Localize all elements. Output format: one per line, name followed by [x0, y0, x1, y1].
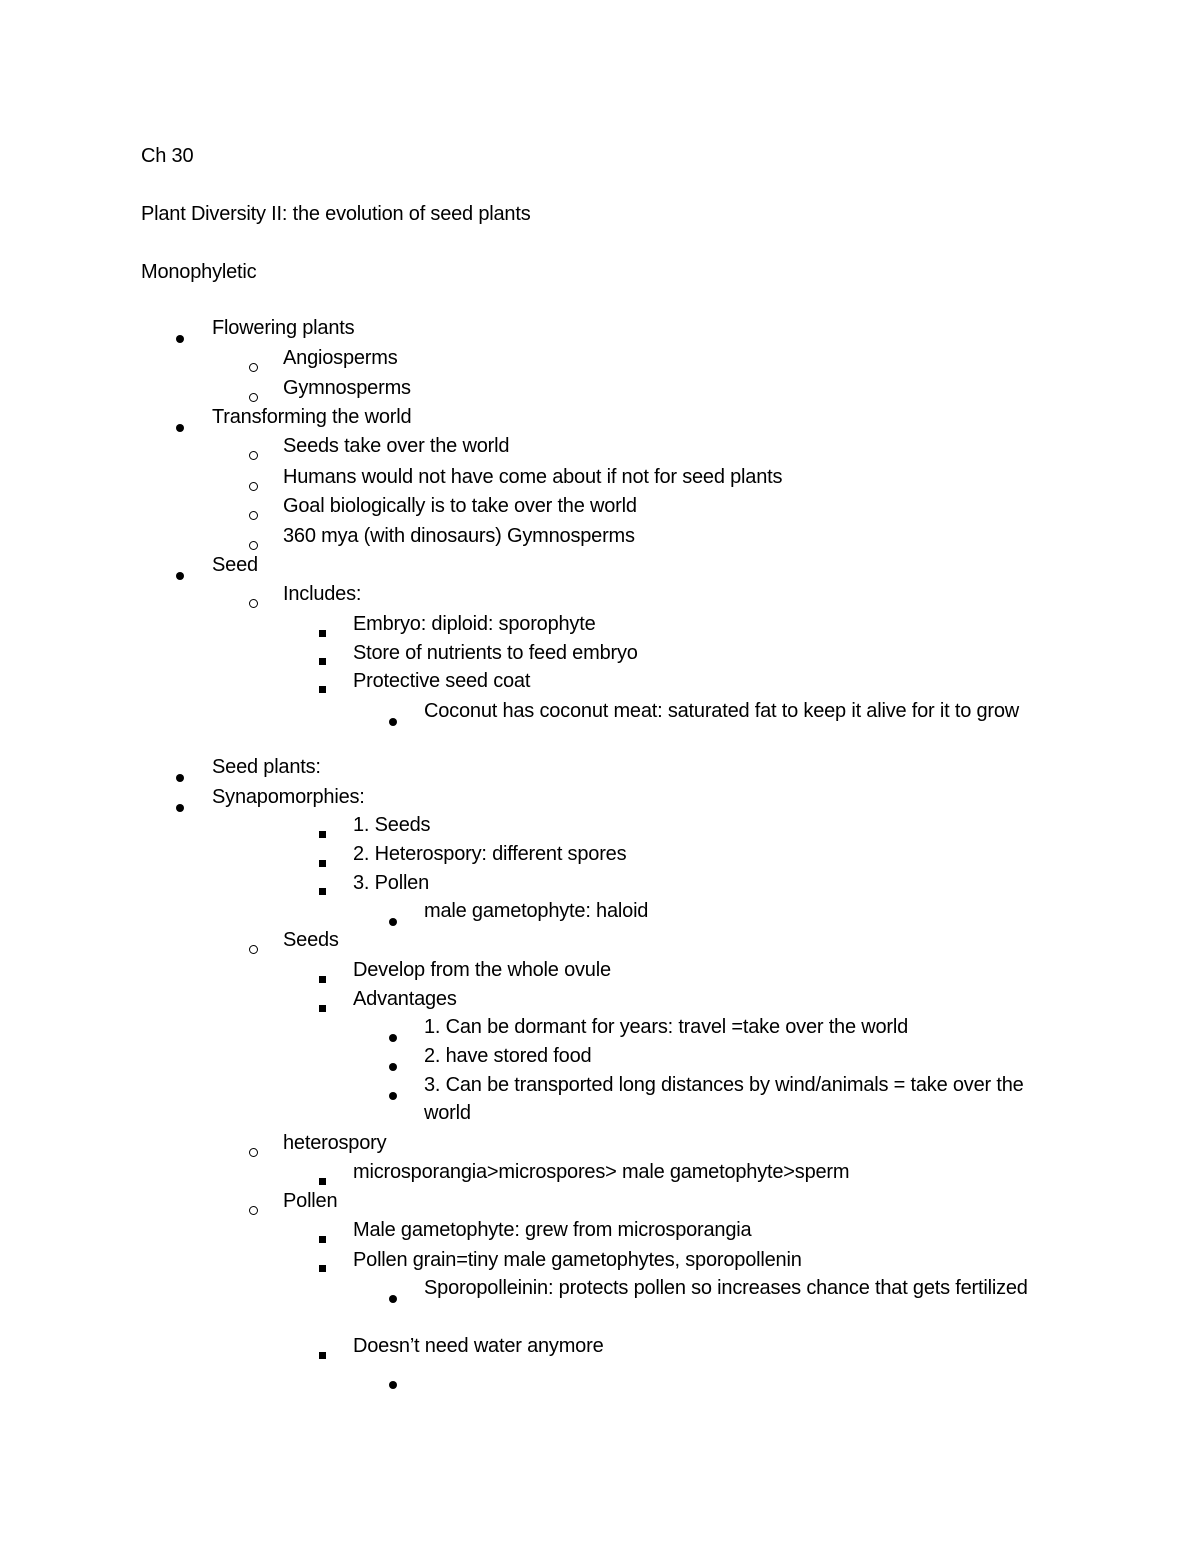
bullet-dot-icon — [176, 794, 184, 818]
list-item: Develop from the whole ovule — [353, 959, 611, 981]
list-item: Seeds take over the world — [283, 435, 510, 457]
bullet-dot-icon — [389, 1082, 397, 1106]
list-item: Male gametophyte: grew from microsporangia — [353, 1219, 752, 1241]
list-item: Humans would not have come about if not for seed plants — [283, 466, 783, 488]
bullet-dot-icon — [389, 708, 397, 732]
chapter-label: Ch 30 — [141, 145, 194, 167]
bullet-square-icon — [319, 1341, 326, 1365]
bullet-circle-icon — [249, 936, 258, 960]
list-item: 360 mya (with dinosaurs) Gymnosperms — [283, 525, 635, 547]
list-item: Embryo: diploid: sporophyte — [353, 613, 596, 635]
list-item: Doesn’t need water anymore — [353, 1335, 604, 1357]
list-item: Seeds — [283, 929, 339, 951]
bullet-dot-icon — [389, 1285, 397, 1309]
bullet-dot-icon — [176, 562, 184, 586]
bullet-square-icon — [319, 675, 326, 699]
bullet-square-icon — [319, 647, 326, 671]
list-item: Coconut has coconut meat: saturated fat to keep it alive for it to grow — [424, 700, 1020, 722]
bullet-circle-icon — [249, 590, 258, 614]
bullet-circle-icon — [249, 442, 258, 466]
bullet-square-icon — [319, 1254, 326, 1278]
bullet-square-icon — [319, 877, 326, 901]
list-item: Flowering plants — [212, 317, 355, 339]
bullet-dot-icon — [389, 1053, 397, 1077]
bullet-circle-icon — [249, 473, 258, 497]
list-item: Gymnosperms — [283, 377, 411, 399]
bullet-square-icon — [319, 1167, 326, 1191]
list-item: Protective seed coat — [353, 670, 531, 692]
bullet-circle-icon — [249, 354, 258, 378]
list-item: Seed plants: — [212, 756, 321, 778]
list-item: 1. Seeds — [353, 814, 431, 836]
list-item: 3. Can be transported long distances by wind/animals = take over the world — [424, 1074, 1024, 1124]
section-heading: Monophyletic — [141, 261, 257, 283]
list-item: Pollen — [283, 1190, 338, 1212]
bullet-dot-icon — [176, 325, 184, 349]
bullet-square-icon — [319, 994, 326, 1018]
bullet-square-icon — [319, 820, 326, 844]
bullet-square-icon — [319, 849, 326, 873]
bullet-circle-icon — [249, 502, 258, 526]
list-item: Angiosperms — [283, 347, 398, 369]
list-item: Synapomorphies: — [212, 786, 365, 808]
list-item: Transforming the world — [212, 406, 412, 428]
bullet-dot-icon — [389, 1371, 397, 1395]
list-item: 3. Pollen — [353, 872, 430, 894]
bullet-square-icon — [319, 619, 326, 643]
list-item: Store of nutrients to feed embryo — [353, 642, 638, 664]
bullet-dot-icon — [176, 414, 184, 438]
list-item: 2. Heterospory: different spores — [353, 843, 627, 865]
list-item: Goal biologically is to take over the world — [283, 495, 637, 517]
list-item: 1. Can be dormant for years: travel =take over the world — [424, 1016, 909, 1038]
bullet-dot-icon — [389, 908, 397, 932]
bullet-dot-icon — [389, 1024, 397, 1048]
bullet-circle-icon — [249, 1139, 258, 1163]
list-item: male gametophyte: haloid — [424, 900, 649, 922]
list-item: microsporangia>microspores> male gametophyte>sperm — [353, 1161, 850, 1183]
bullet-square-icon — [319, 1225, 326, 1249]
bullet-circle-icon — [249, 1197, 258, 1221]
list-item: Advantages — [353, 988, 457, 1010]
bullet-square-icon — [319, 965, 326, 989]
list-item: Pollen grain=tiny male gametophytes, sporopollenin — [353, 1249, 802, 1271]
list-item: Includes: — [283, 583, 362, 605]
bullet-dot-icon — [176, 764, 184, 788]
document-title: Plant Diversity II: the evolution of seed plants — [141, 203, 531, 225]
list-item: 2. have stored food — [424, 1045, 592, 1067]
list-item: Sporopolleinin: protects pollen so increases chance that gets fertilized — [424, 1277, 1028, 1299]
list-item: heterospory — [283, 1132, 387, 1154]
list-item: Seed — [212, 554, 258, 576]
